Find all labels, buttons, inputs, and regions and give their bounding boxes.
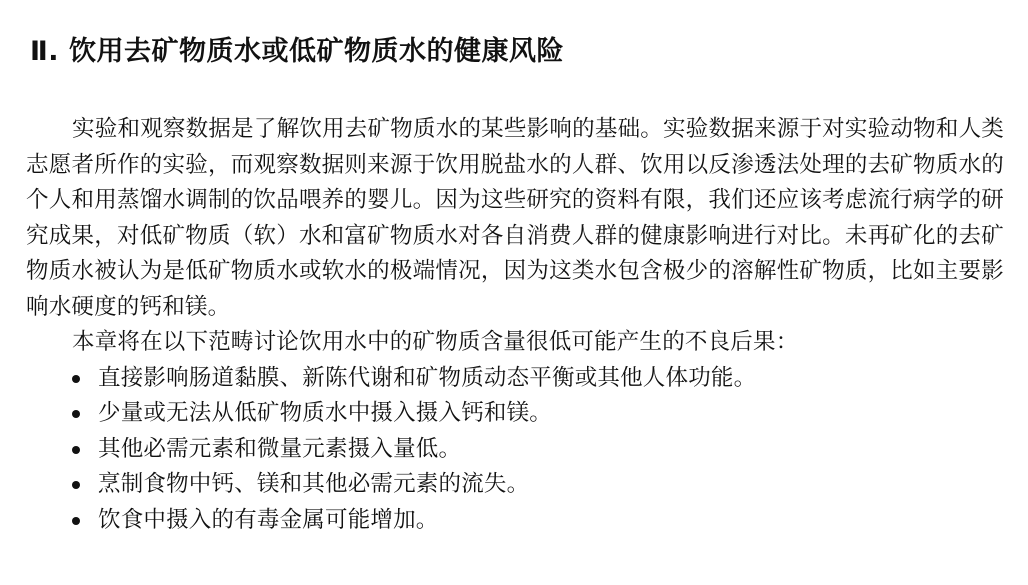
list-item-text: 饮食中摄入的有毒金属可能增加。 [98, 506, 439, 533]
bullet-icon [72, 446, 80, 454]
list-item [26, 467, 1004, 503]
bullet-icon [72, 375, 80, 383]
list-item-text: 直接影响肠道黏膜、新陈代谢和矿物质动态平衡或其他人体功能。 [98, 364, 757, 391]
list-item [26, 396, 1004, 432]
chapter-scope-paragraph: 本章将在以下范畴讨论饮用水中的矿物质含量很低可能产生的不良后果： [72, 329, 799, 355]
bullet-icon [72, 481, 80, 489]
bullet-icon [72, 410, 80, 418]
bullet-list [26, 361, 1004, 539]
bullet-icon [72, 517, 80, 525]
section-body [26, 112, 1004, 538]
list-item [26, 503, 1004, 539]
list-item-text: 少量或无法从低矿物质水中摄入摄入钙和镁。 [98, 400, 553, 426]
list-item-text: 烹制食物中钙、镁和其他必需元素的流失。 [98, 471, 530, 497]
intro-paragraph: 实验和观察数据是了解饮用去矿物质水的某些影响的基础。实验数据来源于对实验动物和人类志愿者所作的实验，而观察数据则来源于饮用脱盐水的人群、饮用以反渗透法处理的去矿物质水的个人和用蒸馏水调制的饮品喂养的婴儿。因为这些研究的资料有限，我们还应该考虑流行病学的研究成果，对低矿物质（软）水和富矿物质水对各自消费人群的健康影响进行对比。未再矿化的去矿物质水被认为是低矿物质水或软水的极端情况，因为这类水包含极少的溶解性矿物质，比如主要影响水硬度的钙和镁。 [26, 116, 1004, 320]
list-item [26, 361, 1004, 397]
section-heading: Ⅱ. 饮用去矿物质水或低矿物质水的健康风险 [30, 36, 564, 67]
list-item-text: 其他必需元素和微量元素摄入量低。 [98, 435, 462, 462]
list-item [26, 432, 1004, 468]
